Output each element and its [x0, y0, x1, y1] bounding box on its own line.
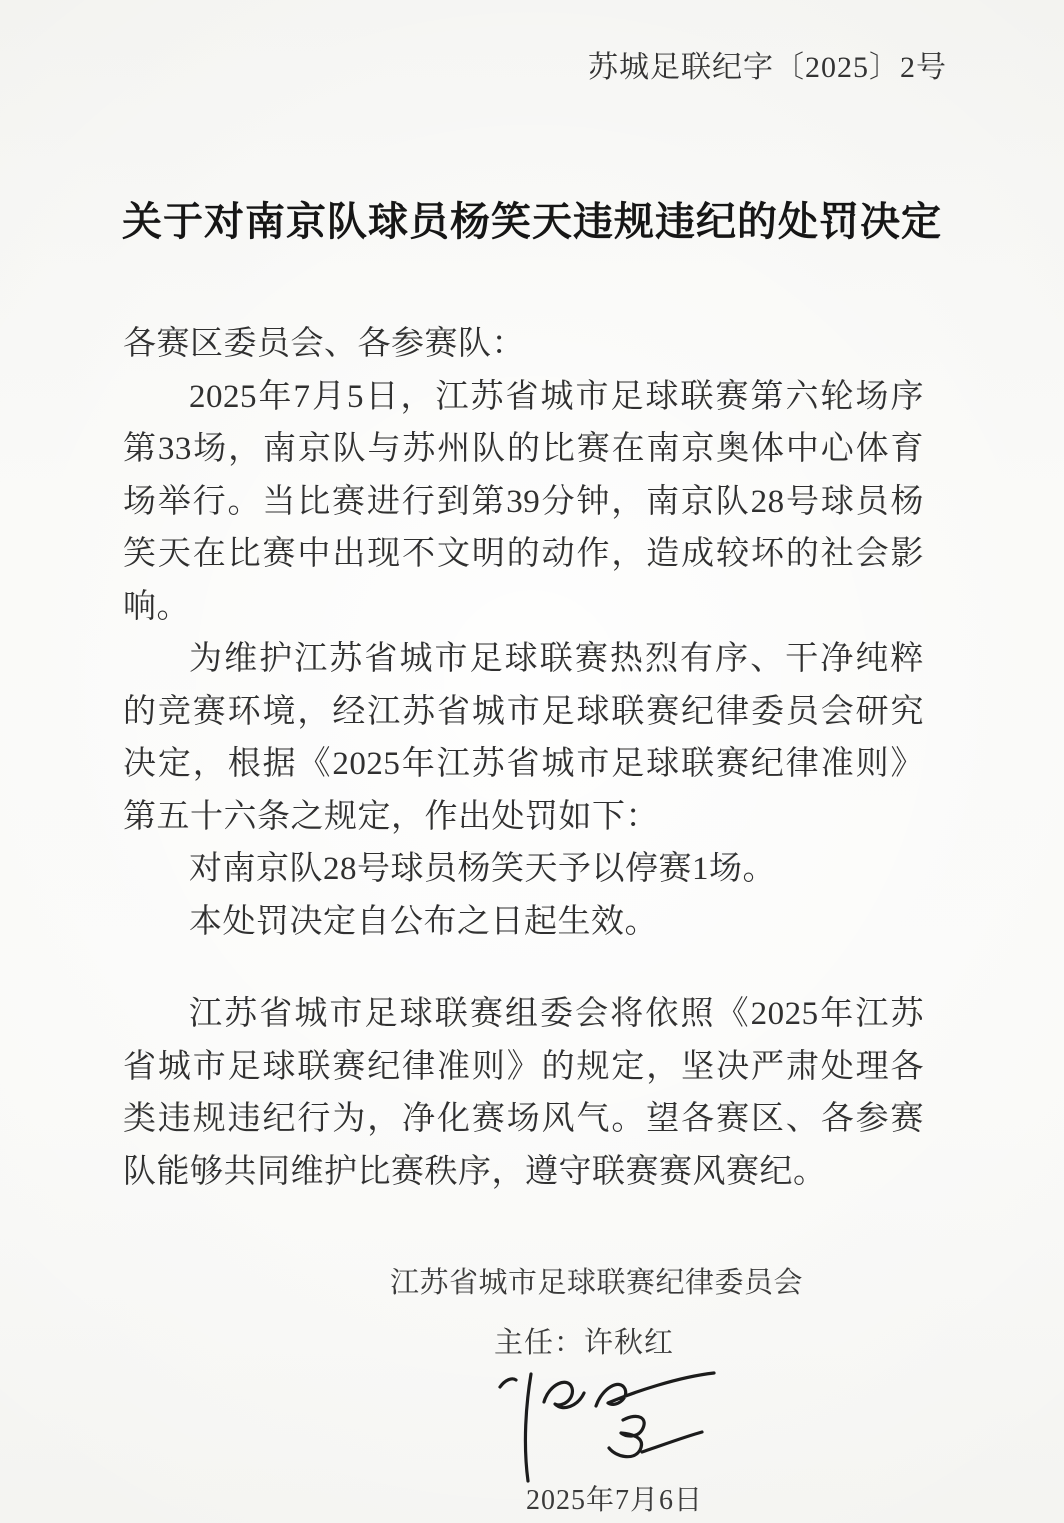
salutation: 各赛区委员会、各参赛队： — [123, 326, 525, 362]
paragraph-basis: 为维护江苏省城市足球联赛热烈有序、干净纯粹的竞赛环境，经江苏省城市足球联赛纪律委员会研究决定，根据《2025年江苏省城市足球联赛纪律准则》第五十六条之规定，作出处罚如下： — [123, 641, 924, 835]
paragraph-penalty: 对南京队28号球员杨笑天予以停赛1场。 — [189, 851, 776, 887]
signature-signer-line: 主任：许秋红 — [494, 1327, 675, 1359]
page-title: 关于对南京队球员杨笑天违规违纪的处罚决定 — [122, 198, 942, 244]
paragraph-closing: 江苏省城市足球联赛组委会将依照《2025年江苏省城市足球联赛纪律准则》的规定，坚决严肃处理各类违规违纪行为，净化赛场风气。望各赛区、各参赛队能够共同维护比赛秩序，遵守联赛赛风赛纪。 — [123, 996, 924, 1190]
signature-date: 2025年7月6日 — [526, 1485, 704, 1516]
signature-organization: 江苏省城市足球联赛纪律委员会 — [390, 1267, 804, 1299]
handwritten-signature — [484, 1360, 729, 1486]
document-body — [123, 318, 924, 1198]
paragraph-incident: 2025年7月5日，江苏省城市足球联赛第六轮场序第33场，南京队与苏州队的比赛在南京奥体中心体育场举行。当比赛进行到第39分钟，南京队28号球员杨笑天在比赛中出现不文明的动作，造成较坏的社会影响。 — [123, 378, 924, 625]
doc-number: 苏城足联纪字〔2025〕2号 — [588, 51, 947, 84]
paragraph-effective: 本处罚决定自公布之日起生效。 — [189, 903, 658, 940]
